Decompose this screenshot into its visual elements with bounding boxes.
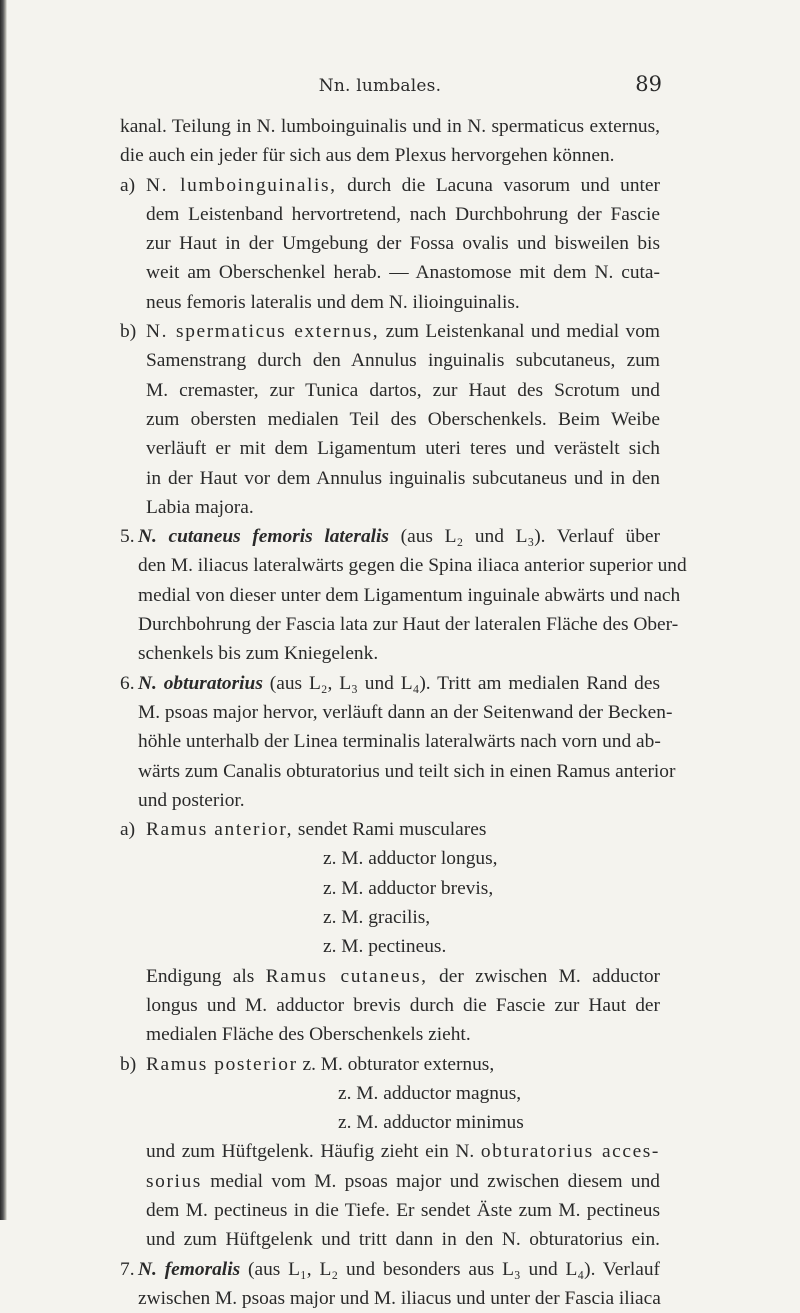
text-run: sendet Rami musculares bbox=[293, 819, 487, 841]
text-line: Samenstrang durch den Annulus inguinalis subcutaneus, zum bbox=[146, 350, 660, 372]
text-line: M. psoas major hervor, verläuft dann an der Seitenwand der Becken- bbox=[138, 701, 673, 723]
muscle-list-item: z. M. adductor longus, bbox=[323, 848, 498, 870]
item-label: a) bbox=[120, 819, 136, 841]
text-run: durch die Lacuna vasorum und unter bbox=[336, 174, 660, 196]
numbered-heading bbox=[120, 669, 660, 698]
text-line: verläuft er mit dem Ligamentum uteri teres und verästelt sich bbox=[146, 438, 660, 460]
text-line: Labia majora. bbox=[146, 496, 254, 518]
text-line: neus femoris lateralis und dem N. ilioinguinalis. bbox=[146, 291, 520, 313]
muscle-list-item: z. M. adductor magnus, bbox=[338, 1082, 522, 1104]
nerve-name: N. femoralis bbox=[138, 1258, 241, 1280]
muscle-list-item: z. M. adductor brevis, bbox=[323, 877, 494, 899]
spaced-term: Ramus anterior, bbox=[146, 819, 294, 841]
muscle-list-item: z. M. gracilis, bbox=[323, 907, 431, 929]
item-number: 5. bbox=[120, 526, 135, 548]
muscle-list-item: z. M. adductor minimus bbox=[338, 1112, 524, 1134]
text-line bbox=[120, 962, 660, 991]
text-line: schenkels bis zum Kniegelenk. bbox=[138, 643, 379, 665]
text-run: (aus L₂, L₃ und L₄). Tritt am medialen Rand des bbox=[262, 672, 660, 694]
item-label: b) bbox=[120, 321, 137, 343]
body-text bbox=[120, 112, 687, 1313]
spaced-term: sorius bbox=[146, 1170, 202, 1192]
text-run: der zwischen M. adductor bbox=[427, 965, 660, 987]
text-line: zum obersten medialen Teil des Oberschenkels. Beim Weibe bbox=[146, 408, 660, 430]
text-line: und zum Hüftgelenk und tritt dann in den N. obturatorius ein. bbox=[146, 1229, 660, 1251]
text-line bbox=[120, 1167, 660, 1196]
text-line: M. cremaster, zur Tunica dartos, zur Haut des Scrotum und bbox=[146, 379, 660, 401]
spaced-term: obturatorius acces- bbox=[480, 1141, 660, 1163]
text-run: zum Leistenkanal und medial vom bbox=[379, 321, 660, 343]
numbered-heading bbox=[120, 1255, 660, 1284]
text-line: zwischen M. psoas major und M. iliacus und unter der Fascia iliaca bbox=[138, 1287, 661, 1309]
text-run: (aus L₂ und L₃). Verlauf über bbox=[388, 526, 660, 548]
text-line: die auch ein jeder für sich aus dem Plexus hervorgehen können. bbox=[120, 145, 615, 167]
text-run: z. M. obturator externus, bbox=[297, 1053, 495, 1075]
spaced-term: N. spermaticus externus, bbox=[146, 321, 380, 343]
item-label: a) bbox=[120, 174, 136, 196]
text-line: höhle unterhalb der Linea terminalis lateralwärts nach vorn und ab- bbox=[138, 731, 661, 753]
sub-item-heading bbox=[120, 317, 660, 346]
text-line: in der Haut vor dem Annulus inguinalis subcutaneus und in den bbox=[146, 467, 660, 489]
text-line: medial von dieser unter dem Ligamentum inguinale abwärts und nach bbox=[138, 584, 681, 606]
text-line: und posterior. bbox=[138, 789, 245, 811]
text-line: dem M. pectineus in die Tiefe. Er sendet Äste zum M. pectineus bbox=[146, 1199, 660, 1221]
text-line: den M. iliacus lateralwärts gegen die Spina iliaca anterior superior und bbox=[138, 555, 687, 577]
text-run: und zum Hüftgelenk. Häufig zieht ein N. bbox=[146, 1141, 481, 1163]
text-line: wärts zum Canalis obturatorius und teilt sich in einen Ramus anterior bbox=[138, 760, 676, 782]
item-label: b) bbox=[120, 1053, 137, 1075]
page-number: 89 bbox=[635, 72, 662, 96]
running-title: Nn. lumbales. bbox=[318, 76, 442, 96]
text-run: medial vom M. psoas major und zwischen diesem und bbox=[201, 1170, 660, 1192]
text-line bbox=[120, 1137, 660, 1166]
text-run: (aus L₁, L₂ und besonders aus L₃ und L₄). Verlauf bbox=[240, 1258, 660, 1280]
sub-item-heading bbox=[120, 1050, 660, 1079]
item-number: 7. bbox=[120, 1258, 135, 1280]
spaced-term: Ramus cutaneus, bbox=[265, 965, 428, 987]
text-line: longus und M. adductor brevis durch die Fascie zur Haut der bbox=[146, 994, 660, 1016]
text-run: Endigung als bbox=[146, 965, 266, 987]
text-line: zur Haut in der Umgebung der Fossa ovalis und bisweilen bis bbox=[146, 233, 660, 255]
text-line: medialen Fläche des Oberschenkels zieht. bbox=[146, 1024, 471, 1046]
book-spine-shadow bbox=[0, 0, 7, 1220]
nerve-name: N. obturatorius bbox=[138, 672, 263, 694]
text-line: kanal. Teilung in N. lumboinguinalis und in N. spermaticus externus, bbox=[120, 116, 660, 137]
spaced-term: Ramus posterior bbox=[146, 1053, 298, 1075]
page-header bbox=[100, 72, 662, 106]
nerve-name: N. cutaneus femoris lateralis bbox=[138, 526, 389, 548]
text-line: Durchbohrung der Fascia lata zur Haut der lateralen Fläche des Ober- bbox=[138, 614, 679, 636]
muscle-list-item: z. M. pectineus. bbox=[323, 936, 447, 958]
text-line: dem Leistenband hervortretend, nach Durchbohrung der Fascie bbox=[146, 203, 660, 225]
sub-item-heading bbox=[120, 171, 660, 200]
text-line: weit am Oberschenkel herab. — Anastomose mit dem N. cuta- bbox=[146, 262, 660, 284]
sub-item-heading bbox=[120, 815, 660, 844]
spaced-term: N. lumboinguinalis, bbox=[146, 174, 337, 196]
numbered-heading bbox=[120, 522, 660, 551]
item-number: 6. bbox=[120, 672, 135, 694]
